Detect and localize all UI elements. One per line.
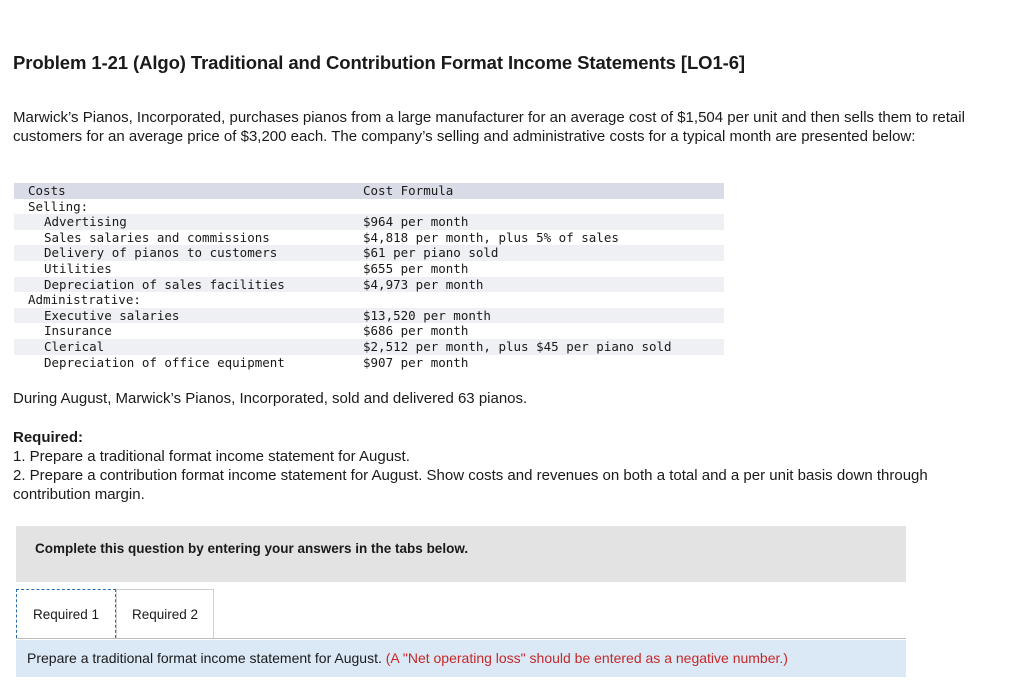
cost-formula: $61 per piano sold: [362, 245, 724, 261]
costs-header: Costs: [14, 183, 362, 199]
table-row: [14, 261, 724, 277]
administrative-label: Administrative:: [28, 292, 141, 308]
cost-formula: $655 per month: [363, 260, 469, 276]
cost-formula-header: Cost Formula: [362, 183, 724, 199]
cost-name: Advertising: [14, 214, 362, 230]
cost-formula: $686 per month: [363, 323, 469, 339]
tab-required-2[interactable]: Required 2: [116, 589, 214, 638]
instructions-banner-text: Complete this question by entering your answers in the tabs below.: [35, 541, 469, 556]
table-row: [14, 245, 724, 261]
selling-label: Selling:: [28, 198, 89, 214]
table-row: [14, 355, 724, 371]
cost-formula: $964 per month: [362, 214, 724, 230]
table-row: [14, 339, 724, 355]
table-row: [14, 230, 724, 246]
table-row: [14, 323, 724, 339]
table-row: [14, 277, 724, 293]
instruction-text: Prepare a traditional format income statement for August.: [27, 650, 382, 666]
cost-name: Depreciation of sales facilities: [14, 277, 362, 293]
cost-name: Insurance: [44, 323, 112, 339]
required-section: [13, 428, 1008, 504]
cost-formula: $4,818 per month, plus 5% of sales: [363, 229, 619, 245]
tab-instruction-bar: [16, 640, 906, 677]
required-item-1: 1. Prepare a traditional format income statement for August.: [13, 448, 410, 465]
cost-formula: $4,973 per month: [362, 277, 724, 293]
instruction-note: (A "Net operating loss" should be entered as a negative number.): [385, 650, 788, 666]
cost-name: Delivery of pianos to customers: [14, 245, 362, 261]
tab-divider: [16, 638, 906, 639]
problem-title: Problem 1-21 (Algo) Traditional and Contribution Format Income Statements [LO1-6]: [13, 52, 745, 73]
table-row: [14, 308, 724, 324]
table-row: [14, 214, 724, 230]
instructions-banner: [16, 526, 906, 582]
cost-formula-table: [14, 183, 724, 370]
tab-required-1[interactable]: Required 1: [16, 589, 116, 638]
cost-name: Clerical: [14, 339, 362, 355]
cost-name: Executive salaries: [14, 308, 362, 324]
required-item-2: 2. Prepare a contribution format income statement for August. Show costs and revenues on both a total and a per unit basis down through contribution margin.: [13, 467, 928, 503]
section-row-selling: [14, 199, 724, 215]
cost-name: Utilities: [44, 260, 112, 276]
cost-name: Depreciation of office equipment: [44, 354, 285, 370]
section-row-administrative: [14, 292, 724, 308]
problem-intro: Marwick’s Pianos, Incorporated, purchases pianos from a large manufacturer for an average cost of $1,504 per unit and then sells them to retail customers for an average price of $3,200 each. The company’s selling and administrative costs for a typical month are presented below:: [13, 109, 965, 145]
cost-formula: $907 per month: [363, 354, 469, 370]
august-sales-statement: During August, Marwick’s Pianos, Incorporated, sold and delivered 63 pianos.: [13, 390, 528, 407]
cost-formula: $2,512 per month, plus $45 per piano sold: [362, 339, 724, 355]
required-heading: Required:: [13, 429, 84, 446]
cost-formula: $13,520 per month: [362, 308, 724, 324]
table-header-row: [14, 183, 724, 199]
tab-instruction: [27, 650, 788, 666]
cost-name: Sales salaries and commissions: [44, 229, 270, 245]
